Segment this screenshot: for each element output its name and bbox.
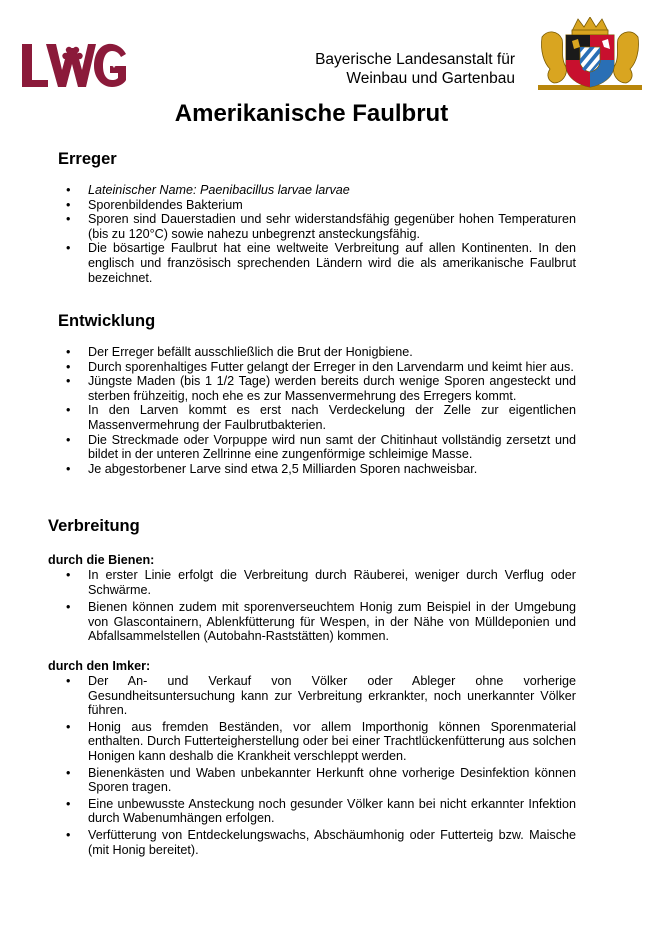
list-erreger: [0, 183, 663, 285]
list-imker: [0, 674, 663, 857]
list-item: • Lateinischer Name: Paenibacillus larvae larvae: [0, 183, 663, 198]
list-item: • Verfütterung von Entdeckelungswachs, Abschäumhonig oder Futterteig bzw. Maische (mit Honig bereitet).: [0, 828, 663, 857]
list-item: • In erster Linie erfolgt die Verbreitung durch Räuberei, weniger durch Verflug oder Schwärme.: [0, 568, 663, 597]
institute-name: [315, 50, 515, 88]
list-item: • Der Erreger befällt ausschließlich die Brut der Honigbiene.: [0, 345, 663, 360]
list-bienen: [0, 568, 663, 644]
section-erreger: [0, 150, 663, 285]
lwg-logo: [18, 40, 130, 90]
list-item: • Die Streckmade oder Vorpuppe wird nun samt der Chitinhaut vollständig zersetzt und bildet in der unteren Zellrinne eine zungenförmige schleimige Masse.: [0, 433, 663, 462]
page-title: Amerikanische Faulbrut: [174, 100, 449, 127]
list-item: • In den Larven kommt es erst nach Verdeckelung der Zelle zur eigentlichen Massenvermehrung der Faulbrutbakterien.: [0, 403, 663, 432]
list-item: • Bienenkästen und Waben unbekannter Herkunft ohne vorherige Desinfektion können Sporen tragen.: [0, 766, 663, 795]
institute-line-1: Bayerische Landesanstalt für: [315, 51, 515, 68]
list-item: • Eine unbewusste Ansteckung noch gesunder Völker kann bei nicht erkannter Infektion durch Wabenumhängen erfolgen.: [0, 797, 663, 826]
list-item: • Der An- und Verkauf von Völker oder Ableger ohne vorherige Gesundheitsuntersuchung kann zur Verbreitung erkrankter, noch unerkannter Völker führen.: [0, 674, 663, 718]
section-entwicklung: [0, 312, 663, 476]
section-heading-verbreitung: Verbreitung: [48, 517, 140, 535]
section-heading-erreger: Erreger: [58, 150, 117, 168]
list-item: • Je abgestorbener Larve sind etwa 2,5 Milliarden Sporen nachweisbar.: [0, 462, 663, 477]
list-item: • Jüngste Maden (bis 1 1/2 Tage) werden bereits durch wenige Sporen angesteckt und sterben frühzeitig, noch ehe es zur Massenvermehrung des Erregers kommt.: [0, 374, 663, 403]
list-item: • Honig aus fremden Beständen, vor allem Importhonig können Sporenmaterial enthalten. Durch Futterteigherstellung oder bei einer Trachtlückenfütterung aus solchen Honigen kann deshalb die Krankheit verschleppt werden.: [0, 720, 663, 764]
institute-line-2: Weinbau und Gartenbau: [346, 70, 515, 87]
list-item: • Sporen sind Dauerstadien und sehr widerstandsfähig gegenüber hohen Temperaturen (bis zu 120°C) sowie nahezu unbegrenzt ansteckungsfähig.: [0, 212, 663, 241]
list-item: • Sporenbildendes Bakterium: [0, 198, 663, 213]
list-item: • Bienen können zudem mit sporenverseuchtem Honig zum Beispiel in der Umgebung von Glascontainern, Ablenkfütterung für Wespen, in der Nähe von Mülldeponien und Abfallsammelstellen (Autobahn-Raststätten) kommen.: [0, 600, 663, 644]
subheading-imker: durch den Imker:: [48, 658, 151, 673]
list-item: • Durch sporenhaltiges Futter gelangt der Erreger in den Larvendarm und keimt hier aus.: [0, 360, 663, 375]
list-item: • Die bösartige Faulbrut hat eine weltweite Verbreitung auf allen Kontinenten. In den englisch und französisch sprechenden Ländern wird die als amerikanische Faulbrut bezeichnet.: [0, 241, 663, 285]
section-verbreitung: [0, 517, 663, 857]
subheading-bienen: durch die Bienen:: [48, 553, 155, 567]
section-heading-entwicklung: Entwicklung: [58, 312, 156, 330]
list-entwicklung: [0, 345, 663, 476]
bavarian-coat-of-arms: [538, 17, 642, 92]
